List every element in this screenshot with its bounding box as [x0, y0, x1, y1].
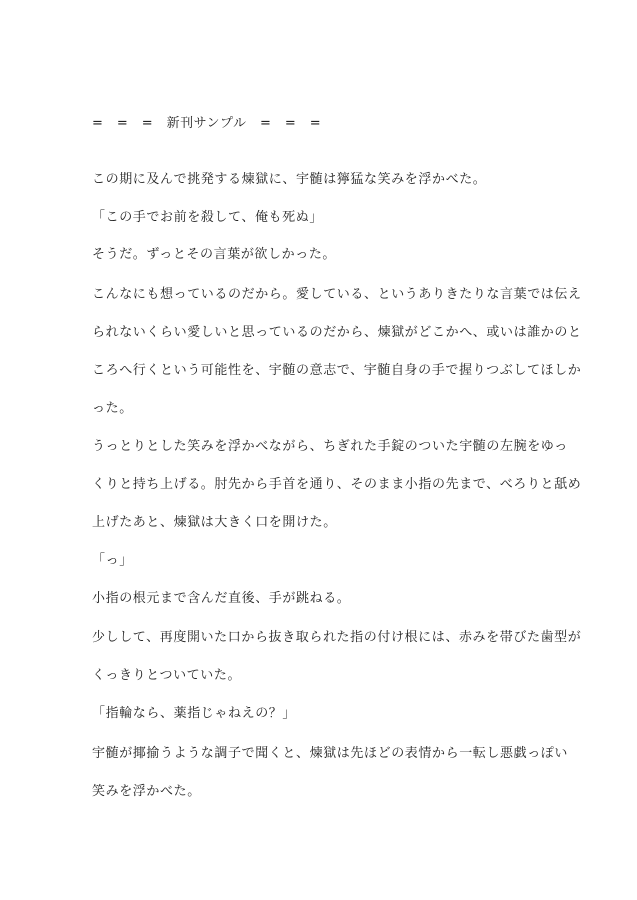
- text-line: った。: [92, 401, 133, 416]
- text-line: ころへ行くという可能性を、宇髄の意志で、宇髄自身の手で握りつぶしてほしか: [92, 363, 582, 378]
- page-heading: = = = 新刊サンプル = = =: [92, 116, 322, 131]
- text-line: 宇髄が揶揄うような調子で聞くと、煉獄は先ほどの表情から一転し悪戯っぽい: [92, 746, 569, 761]
- text-line: 少しして、再度開いた口から抜き取られた指の付け根には、赤みを帯びた歯型が: [92, 630, 582, 645]
- text-line: 「っ」: [92, 553, 133, 568]
- text-line: うっとりとした笑みを浮かべながら、ちぎれた手錠のついた宇髄の左腕をゆっ: [92, 439, 568, 454]
- text-line: られないくらい愛しいと思っているのだから、煉獄がどこかへ、或いは誰かのと: [92, 325, 582, 340]
- text-line: 「指輪なら、薬指じゃねえの？」: [92, 706, 297, 721]
- text-line: 上げたあと、煉獄は大きく口を開けた。: [92, 515, 337, 530]
- text-line: 笑みを浮かべた。: [92, 784, 201, 799]
- text-line: この期に及んで挑発する煉獄に、宇髄は獰猛な笑みを浮かべた。: [92, 172, 487, 187]
- text-line: 小指の根元まで含んだ直後、手が跳ねる。: [92, 591, 351, 606]
- text-line: そうだ。ずっとその言葉が欲しかった。: [92, 247, 337, 262]
- text-line: 「この手でお前を殺して、俺も死ぬ」: [92, 210, 323, 225]
- text-line: くりと持ち上げる。肘先から手首を通り、そのまま小指の先まで、べろりと舐め: [92, 477, 582, 492]
- text-line: くっきりとついていた。: [92, 668, 242, 683]
- text-line: こんなにも想っているのだから。愛している、というありきたりな言葉では伝え: [92, 287, 582, 302]
